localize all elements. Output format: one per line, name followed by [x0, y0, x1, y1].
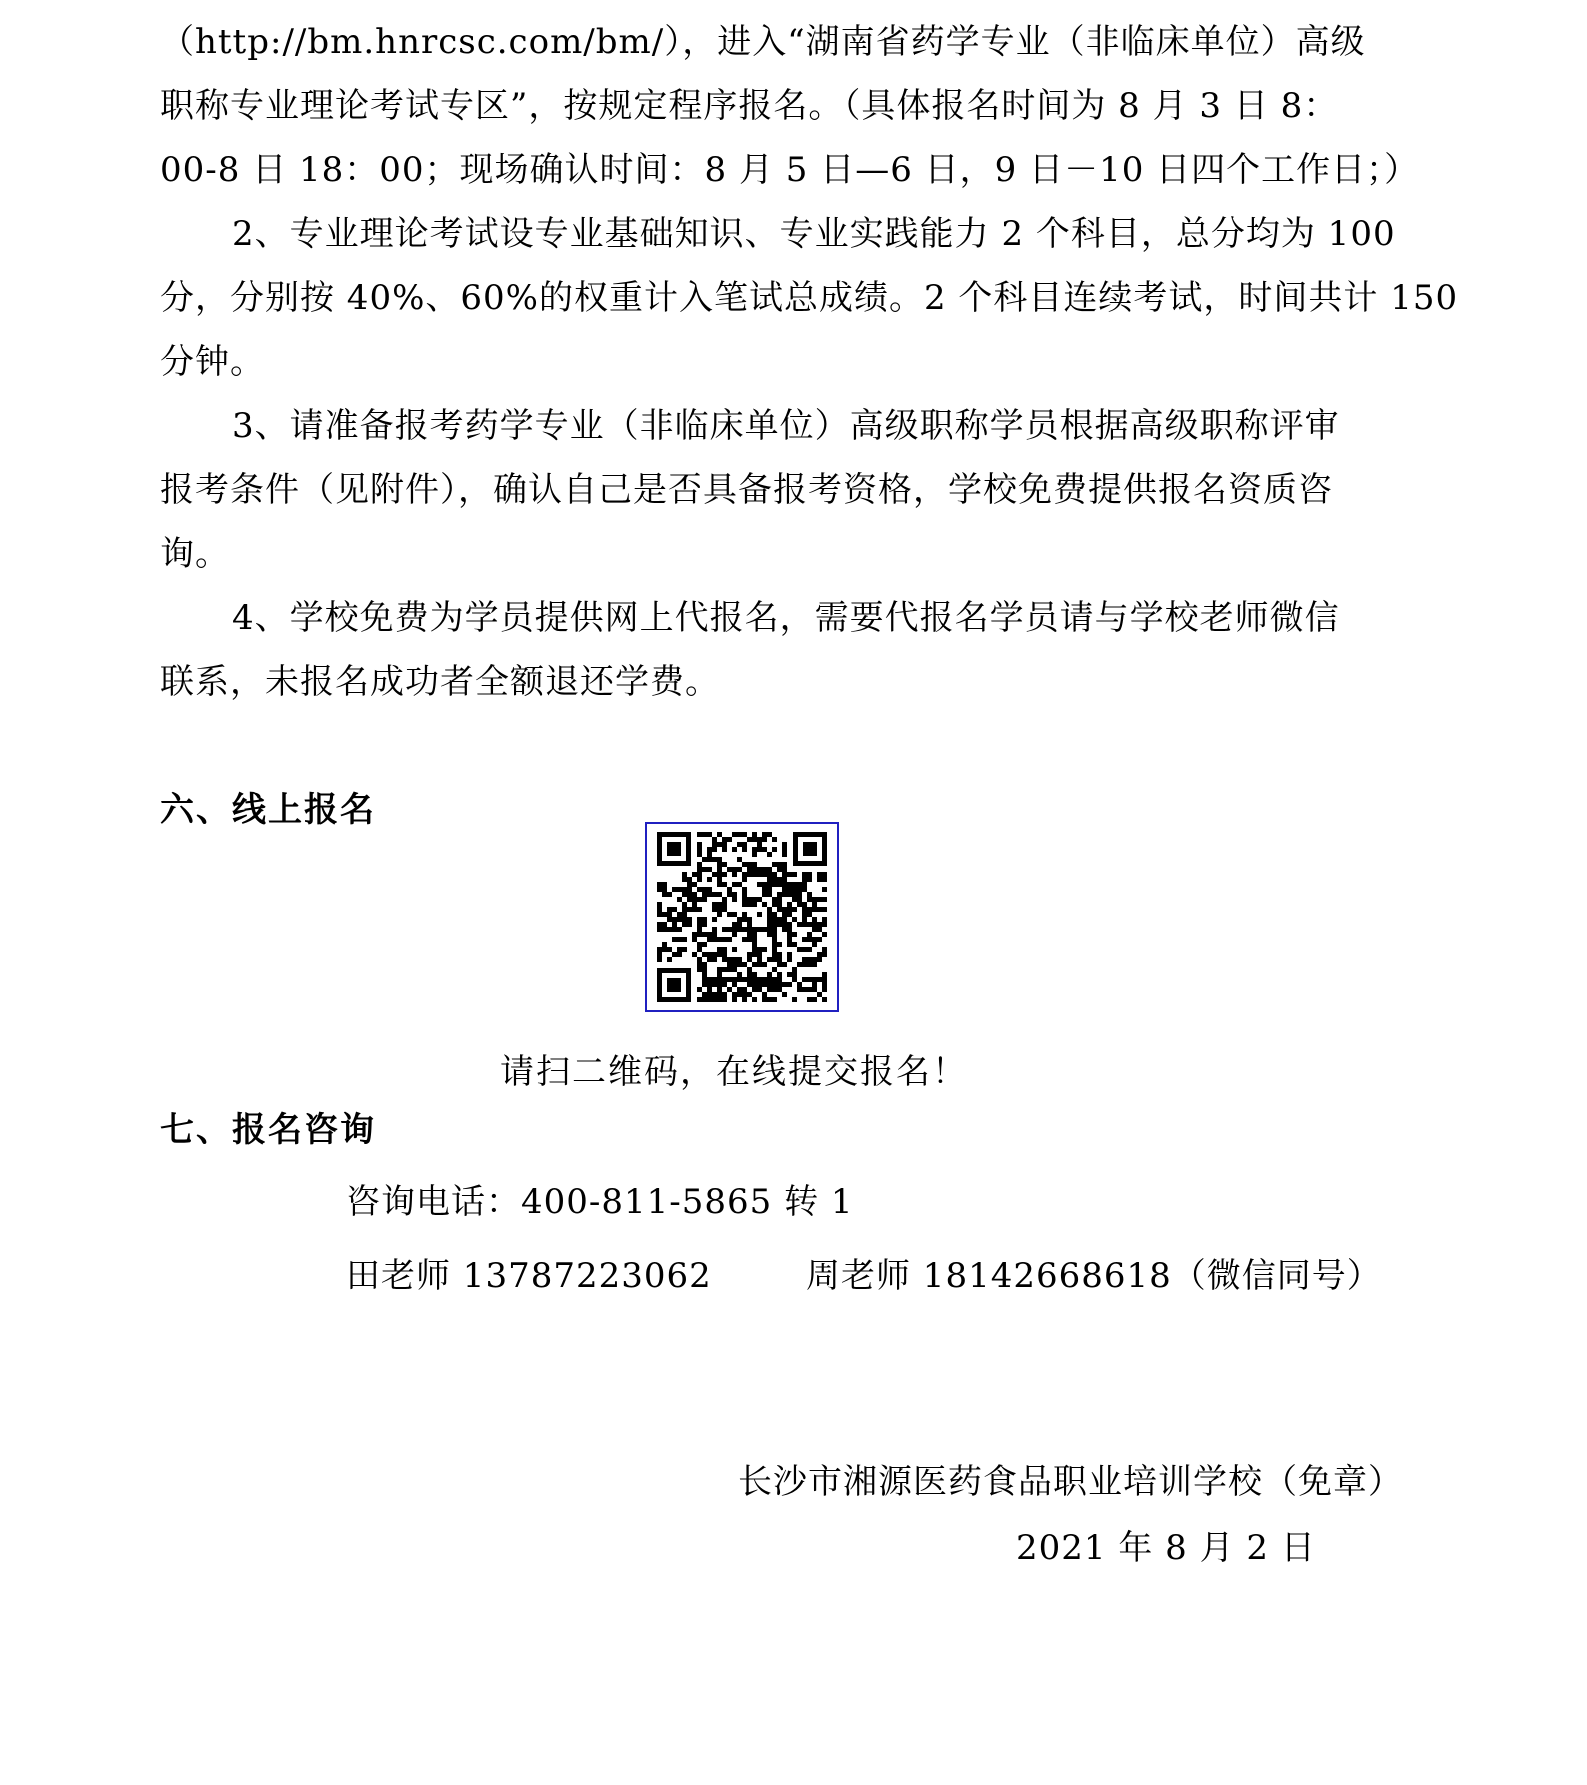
- qr-code-icon: [647, 824, 837, 1010]
- issuer-organization: 长沙市湘源医药食品职业培训学校（免章）: [738, 1462, 1403, 1502]
- paragraph-line: 分，分别按 40%、60%的权重计入笔试总成绩。2 个科目连续考试，时间共计 150: [160, 278, 1459, 318]
- paragraph-line: 职称专业理论考试专区”，按规定程序报名。（具体报名时间为 8 月 3 日 8：: [160, 86, 1339, 126]
- contact-zhou: 周老师 18142668618（微信同号）: [806, 1256, 1382, 1296]
- paragraph-line: 3、请准备报考药学专业（非临床单位）高级职称学员根据高级职称评审: [232, 406, 1340, 446]
- consultation-phone: 咨询电话：400-811-5865 转 1: [346, 1182, 854, 1222]
- paragraph-line: （http://bm.hnrcsc.com/bm/），进入“湖南省药学专业（非临床单位）高级: [160, 22, 1366, 62]
- qr-caption: 请扫二维码，在线提交报名！: [500, 1052, 968, 1092]
- contact-tian: 田老师 13787223062: [346, 1256, 712, 1296]
- paragraph-line: 报考条件（见附件），确认自己是否具备报考资格，学校免费提供报名资质咨: [160, 470, 1333, 510]
- paragraph-line: 询。: [160, 534, 230, 574]
- paragraph-line: 联系，未报名成功者全额退还学费。: [160, 662, 720, 702]
- issue-date: 2021 年 8 月 2 日: [1016, 1528, 1316, 1568]
- qr-code[interactable]: [645, 822, 839, 1012]
- section-heading-consultation: 七、报名咨询: [160, 1110, 376, 1150]
- section-heading-online-registration: 六、线上报名: [160, 790, 376, 830]
- paragraph-line: 4、学校免费为学员提供网上代报名，需要代报名学员请与学校老师微信: [232, 598, 1340, 638]
- paragraph-line: 00-8 日 18：00；现场确认时间：8 月 5 日—6 日，9 日－10 日四个工作日；）: [160, 150, 1420, 190]
- paragraph-line: 2、专业理论考试设专业基础知识、专业实践能力 2 个科目，总分均为 100: [232, 214, 1396, 254]
- paragraph-line: 分钟。: [160, 342, 265, 382]
